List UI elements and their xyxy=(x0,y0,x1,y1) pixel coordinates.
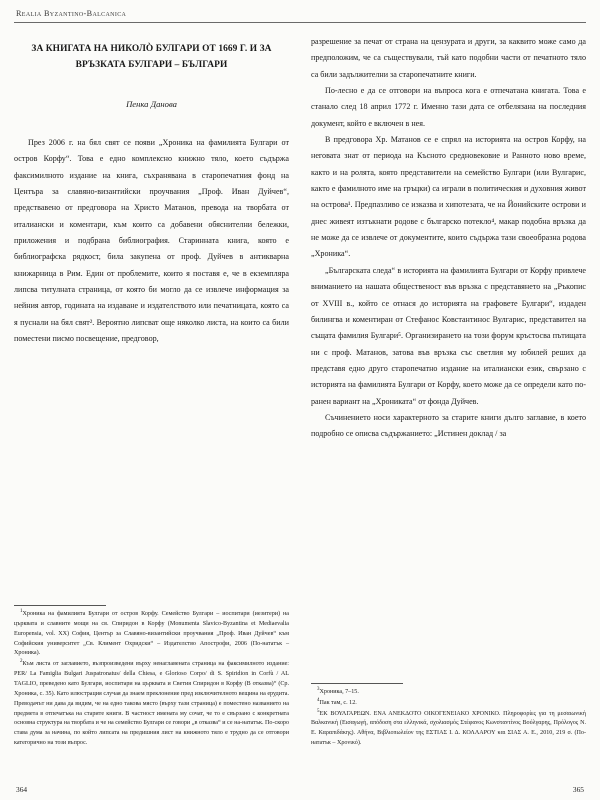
footnote-marker: 5 xyxy=(317,708,320,714)
footnote-text: Пак там, с. 12. xyxy=(319,699,357,706)
paragraph: „Българската следа“ в историята на фамилията Булгари от Корфу привлече вниманието на нашата общественост във връзка с представянето на „Ръкопис от XVIII в., който се отнася до историята на графовете Булгари“, издаден билингва и коментиран от Стефанос Ковстантинос Вулгарис, представител на същата фамилия Булгари⁵. Организирането на този форум кръстосва пътищата ни с проф. Матанов, затова във връзка със светлия му юбилей реших да представя едно друго старопечатно издание на италиански език, свързано с историята на фамилията Булгари от Корфу, което може да се определи като по-ранен вариант на „Хрониката“ от фонда Дуйчев. xyxy=(311,265,586,406)
footnote-text: Към листа от заглавието, възпроизведени върху ненаглавената страница на факсимилното издание: PER/ La Famiglia Bulgari Juspatronatus/ della Chiesa, e Glorioso Corpo/ di S. Spiridion in Corfù / AL TAGLIO, преведено като Булгари, иоспитари на църквата и Светия Спиридон в Корфу (В отказва)“ (Ср. Хроника, с. 35). Като илюстрация случая да знаем преклонение пред изключителното вещина на ерудита. Преводачът ни дава да видим, че на едно такова място (върху тази страница) е поместено названието на предмета в отпечатъка на старите книги. В частност имената му сочат, че то е свързано с конкретната основна структура на творбата и че на семейство Булгари се говори „в отказва“ и се на-нататък. По-скоро става дума за начина, по който липсата на предишния лист на книжното тяло е трудно да се отговори категорично на този въпрос. xyxy=(14,661,289,747)
right-column xyxy=(311,34,586,750)
page-number-left: 364 xyxy=(16,785,28,794)
two-column-layout xyxy=(14,34,586,750)
footnote-marker: 1 xyxy=(20,608,23,614)
article-title xyxy=(18,42,285,73)
right-footnotes xyxy=(311,683,586,750)
paragraph: разрешение за печат от страна на цензурата и други, за каквито може само да предположим, че са съществували, тъй като подобни части от печатното тяло са били задължителни за старопечатните книги. xyxy=(311,37,586,79)
right-body-text xyxy=(311,34,586,443)
article-title-line-1: ЗА КНИГАТА НА НИКОЛÒ БУЛГАРИ ОТ 1669 Г. И ЗА xyxy=(31,44,272,54)
footnote-separator xyxy=(311,683,403,684)
left-footnotes xyxy=(14,605,289,750)
footnote-marker: 4 xyxy=(317,697,320,703)
article-title-line-2: ВРЪЗКАТА БУЛГАРИ – БЪЛГАРИ xyxy=(75,59,228,70)
page-number-right: 365 xyxy=(572,785,584,794)
left-column xyxy=(14,34,289,750)
footnote-text: Хроника на фамилията Булгари от остров Корфу. Семейство Булгари – иоспитари (иезитери) на църквата и славните мощи на св. Спиридон в Корфу (Monumenta Slavico-Byzantina et Mediaevalia Europensia, vol. XX) София, Център за Славяно-византийски проучвания „Проф. Иван Дуйчев“ към Софийския университет „Св. Климент Охридски“ – Издателство Апострофи, 2006 (По-нататък – Хроника). xyxy=(14,610,289,657)
footnote xyxy=(14,660,289,749)
article-author: Пенка Данова xyxy=(126,99,177,110)
footnote-marker: 3 xyxy=(317,686,320,692)
footnote xyxy=(311,710,586,749)
running-head: Realia Byzantino-Balcanica xyxy=(16,9,127,18)
paragraph: Съчинението носи характерното за старите книги дълго заглавие, в което подробно се описва съдържанието: „Истинен доклад / за xyxy=(311,412,586,439)
paragraph: През 2006 г. на бял свят се появи „Хроника на фамилията Булгари от остров Корфу“. Това е едно комплексно книжно тяло, което съдържа факсимилното издание на книга, съхранявана в старопечатния фонд на Центъра за славяно-византийски проучвания „Проф. Иван Дуйчев“, предствавено от предговора на Христо Матанов, превода на творбата от италиански и коментари, към които са добавени обяснителни бележки, приложения и подбрана библиография. Старинната книга, която е библиографска рядкост, била закупена от проф. Дуйчев в антикварна книжарница в Рим. Един от проблемите, които я поставя е, че в екземпляра липсва титулната страница, от която би могло да се извлече информация за нейния автор, годината на издаване и издателството или печатницата, която са я пуснали на бял свят². Вероятно липсват още няколко листа, на които са били поместени писмо посвещение, предговор, xyxy=(14,138,289,344)
footnote xyxy=(311,688,586,698)
header-rule xyxy=(14,22,586,23)
footnote-separator xyxy=(14,605,106,606)
paragraph: По-лесно е да се отговори на въпроса кога е отпечатана книгата. Това е станало след 18 април 1772 г. Именно тази дата се отбелязана на последния документ, който е включен в нея. xyxy=(311,86,586,128)
left-body-text xyxy=(14,135,289,347)
paragraph: В предговора Хр. Матанов се е спрял на историята на остров Корфу, на неговата знат от периода на Късното средновековие и Ранното ново време, както и на ролята, която представители на семейство Булгари (или Вулгарис, както е фамилното име на гръцки) са играли в политическия и духовния живот на острова¹. Предпазливо се изказва и хипотезата, че на Йонийските острови и днес живеят изтъкнати родове с българско потекло⁴, макар подобна връзка да не може да се извлече от документите, които съдържа тази своеобразна родова „Хроника“. xyxy=(311,135,586,259)
footnote-marker: 2 xyxy=(20,659,23,665)
footnote xyxy=(311,699,586,709)
footnote-text: ΕΚ ΒΟΥΛΓΑΡΕΩΝ. ΕΝΑ ΑΝΕΚΔΟΤΟ ΟΙΚΟΓΕΝΕΙΑΚΟ ΧΡΟΝΙΚΟ. Πληροφορίες για τη μεσαιωνική Βαλκανική (Εισαγωγή, απόδοση στα ελληνικά, σχολιασμός Στέφανος Κωνσταντίνος Βούλγαρης, Πρόλογος Ν. Ε. Καραπιδάκης). Αθήνα, Βιβλιοπωλείον της ΕΣΤΙΑΣ Ι. Δ. ΚΟΛΛΑΡΟΥ και ΣΙΑΣ Α. Ε., 2010, 219 σ. (По-нататък – Χρονικό). xyxy=(311,710,586,747)
footnote xyxy=(14,610,289,659)
footnote-text: Хроника, 7–15. xyxy=(319,688,359,695)
